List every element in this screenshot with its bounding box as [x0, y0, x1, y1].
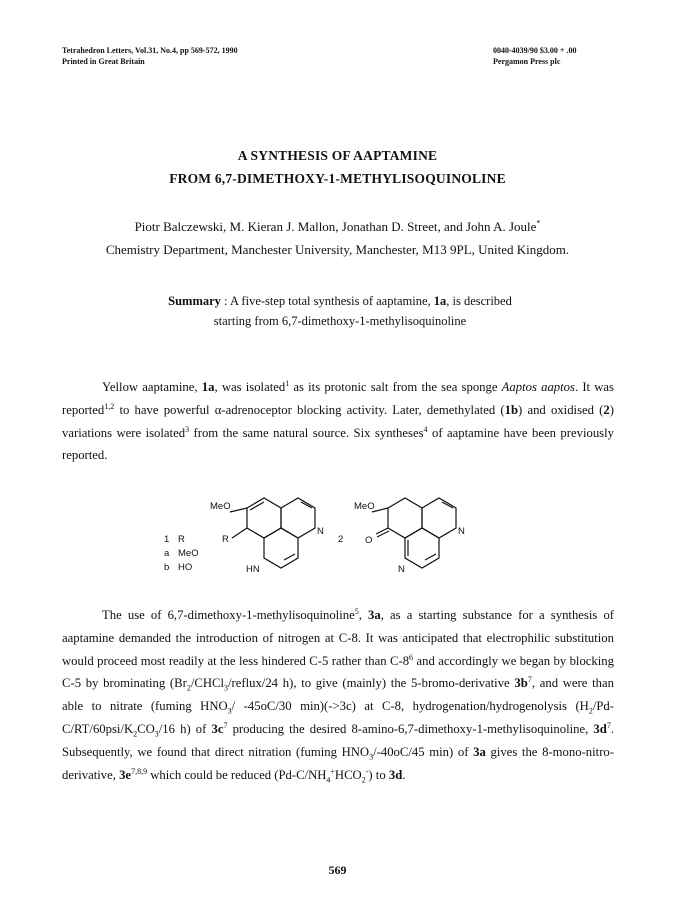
citation: 7 — [606, 720, 611, 730]
compound-ref: 3a — [368, 608, 381, 622]
issn-code: 0040-4039/90 $3.00 + .00 — [493, 46, 577, 55]
text: HCO — [334, 767, 362, 782]
row-a-label: a — [164, 548, 170, 559]
citation: 3 — [185, 424, 190, 434]
text: , was isolated — [214, 380, 286, 394]
citation: 4 — [423, 424, 428, 434]
superscript: + — [330, 766, 335, 776]
compound-ref: 3a — [473, 744, 486, 759]
text: to have powerful α-adrenoceptor blocking activity. Later, demethylated ( — [114, 402, 505, 417]
text: The use of 6,7-dimethoxy-1-methylisoquinoline — [102, 608, 355, 622]
text: which could be reduced (Pd-C/NH — [147, 767, 327, 782]
text: producing the desired 8-amino-6,7-dimethoxy-1-methylisoquinoline, — [227, 721, 594, 736]
compound-ref: 1b — [504, 402, 519, 417]
n-label-2: N — [458, 526, 465, 537]
paragraph-synthesis — [62, 604, 614, 786]
citation: 7 — [527, 675, 532, 685]
affiliation: Chemistry Department, Manchester University, Manchester, M13 9PL, United Kingdom. — [105, 242, 570, 257]
text: /Pd-C/RT/60psi/K — [62, 699, 614, 736]
subscript: 3 — [369, 752, 374, 762]
text: , and were than able to nitrate (fuming HNO — [62, 676, 614, 714]
publisher-line: Pergamon Press plc — [493, 57, 561, 66]
text: of aaptamine have been previously reported. — [62, 425, 614, 463]
n-label-3: N — [398, 564, 405, 575]
row-b-label: b — [164, 562, 170, 573]
text: . It was reported — [62, 380, 614, 417]
compound-ref: 3e — [119, 767, 132, 782]
paragraph-intro — [62, 376, 614, 467]
citation: 1,2 — [104, 401, 115, 411]
publisher-info — [493, 45, 576, 67]
journal-line: Tetrahedron Letters, Vol.31, No.4, pp 569-572, 1990 — [62, 46, 238, 55]
summary-compound: 1a — [433, 294, 447, 308]
summary — [100, 291, 580, 331]
structure-figure — [160, 494, 520, 594]
summary-line2: starting from 6,7-dimethoxy-1-methylisoquinoline — [213, 314, 467, 328]
meo-label: MeO — [210, 501, 231, 512]
subscript: 3 — [223, 683, 228, 693]
aaptamine-skeleton — [230, 498, 315, 568]
summary-text1-end: , is described — [446, 294, 512, 308]
text: from the same natural source. Six syntheses — [189, 425, 424, 440]
compound-ref: 3c — [211, 721, 224, 736]
journal-citation — [62, 45, 238, 67]
text: /-40oC/45 min) of — [373, 744, 474, 759]
compound-ref: 3d — [593, 721, 607, 736]
n-label: N — [317, 526, 324, 537]
page-number: 569 — [328, 863, 347, 877]
citation: 7,8,9 — [131, 766, 148, 776]
substituent-header: R — [178, 534, 185, 545]
citation: 1 — [285, 378, 290, 388]
summary-line1 — [100, 291, 580, 311]
citation: 7 — [223, 720, 228, 730]
text: /CHCl — [190, 676, 224, 691]
corresponding-star: * — [536, 218, 541, 228]
compound-ref: 3b — [514, 676, 528, 691]
subscript: 2 — [186, 683, 191, 693]
text: /16 h) of — [158, 721, 212, 736]
subscript: 2 — [588, 706, 593, 716]
text: / -45oC/30 min)(->3c) at C-8, hydrogenation/hydrogenolysis (H — [231, 699, 589, 714]
o-label: O — [365, 535, 373, 546]
r-label: R — [222, 534, 229, 545]
text: CO — [137, 721, 155, 736]
text: , as a starting substance for a synthesis of aaptamine demanded the introduction of nitrogen at C-8. It was anticipated that electrophilic substitution would proceed most readily at the less hindered C-5 rather than C-8 — [62, 608, 615, 668]
paper-title-line2: FROM 6,7-DIMETHOXY-1-METHYLISOQUINOLINE — [169, 171, 506, 186]
subscript: 2 — [361, 775, 366, 785]
text: /reflux/24 h), to give (mainly) the 5-bromo-derivative — [227, 676, 515, 691]
summary-text1: A five-step total synthesis of aaptamine, — [229, 294, 434, 308]
compound-ref: 3d — [388, 767, 403, 782]
species-name: Aaptos aaptos — [501, 380, 575, 394]
author-list — [0, 219, 675, 235]
text: ) variations were isolated — [62, 402, 614, 440]
paper-title-line1: A SYNTHESIS OF AAPTAMINE — [237, 148, 438, 163]
superscript: - — [365, 766, 369, 776]
text: ) to — [368, 767, 389, 782]
text: gives the 8-mono-nitro-derivative, — [62, 744, 614, 782]
text: as its protonic salt from the sea sponge — [289, 380, 502, 394]
hn-label: HN — [246, 564, 260, 575]
text: Yellow aaptamine, — [102, 380, 202, 394]
compound-2-label: 2 — [338, 534, 344, 545]
row-b-value: HO — [178, 562, 193, 573]
text: ) and oxidised ( — [518, 402, 604, 417]
citation: 5 — [354, 606, 359, 616]
text: . — [402, 767, 406, 782]
subscript: 2 — [133, 729, 138, 739]
subscript: 4 — [326, 775, 331, 785]
row-a-value: MeO — [178, 548, 199, 559]
compound-ref: 2 — [603, 402, 610, 417]
subscript: 3 — [227, 706, 232, 716]
text: , — [358, 608, 369, 622]
compound-number: 1 — [164, 534, 170, 545]
oxidised-aaptamine-skeleton — [372, 498, 456, 568]
text: and accordingly we began by blocking C-5 by brominating (Br — [62, 653, 614, 691]
subscript: 3 — [154, 729, 159, 739]
author-names: Piotr Balczewski, M. Kieran J. Mallon, Jonathan D. Street, and John A. Joule — [134, 219, 537, 234]
printed-line: Printed in Great Britain — [62, 57, 145, 66]
meo-label-2: MeO — [354, 501, 375, 512]
summary-label: Summary — [168, 294, 221, 308]
compound-ref: 1a — [201, 380, 215, 394]
text: . Subsequently, we found that direct nitration (fuming HNO — [62, 721, 614, 759]
citation: 6 — [409, 652, 414, 662]
summary-sep: : — [220, 294, 230, 308]
